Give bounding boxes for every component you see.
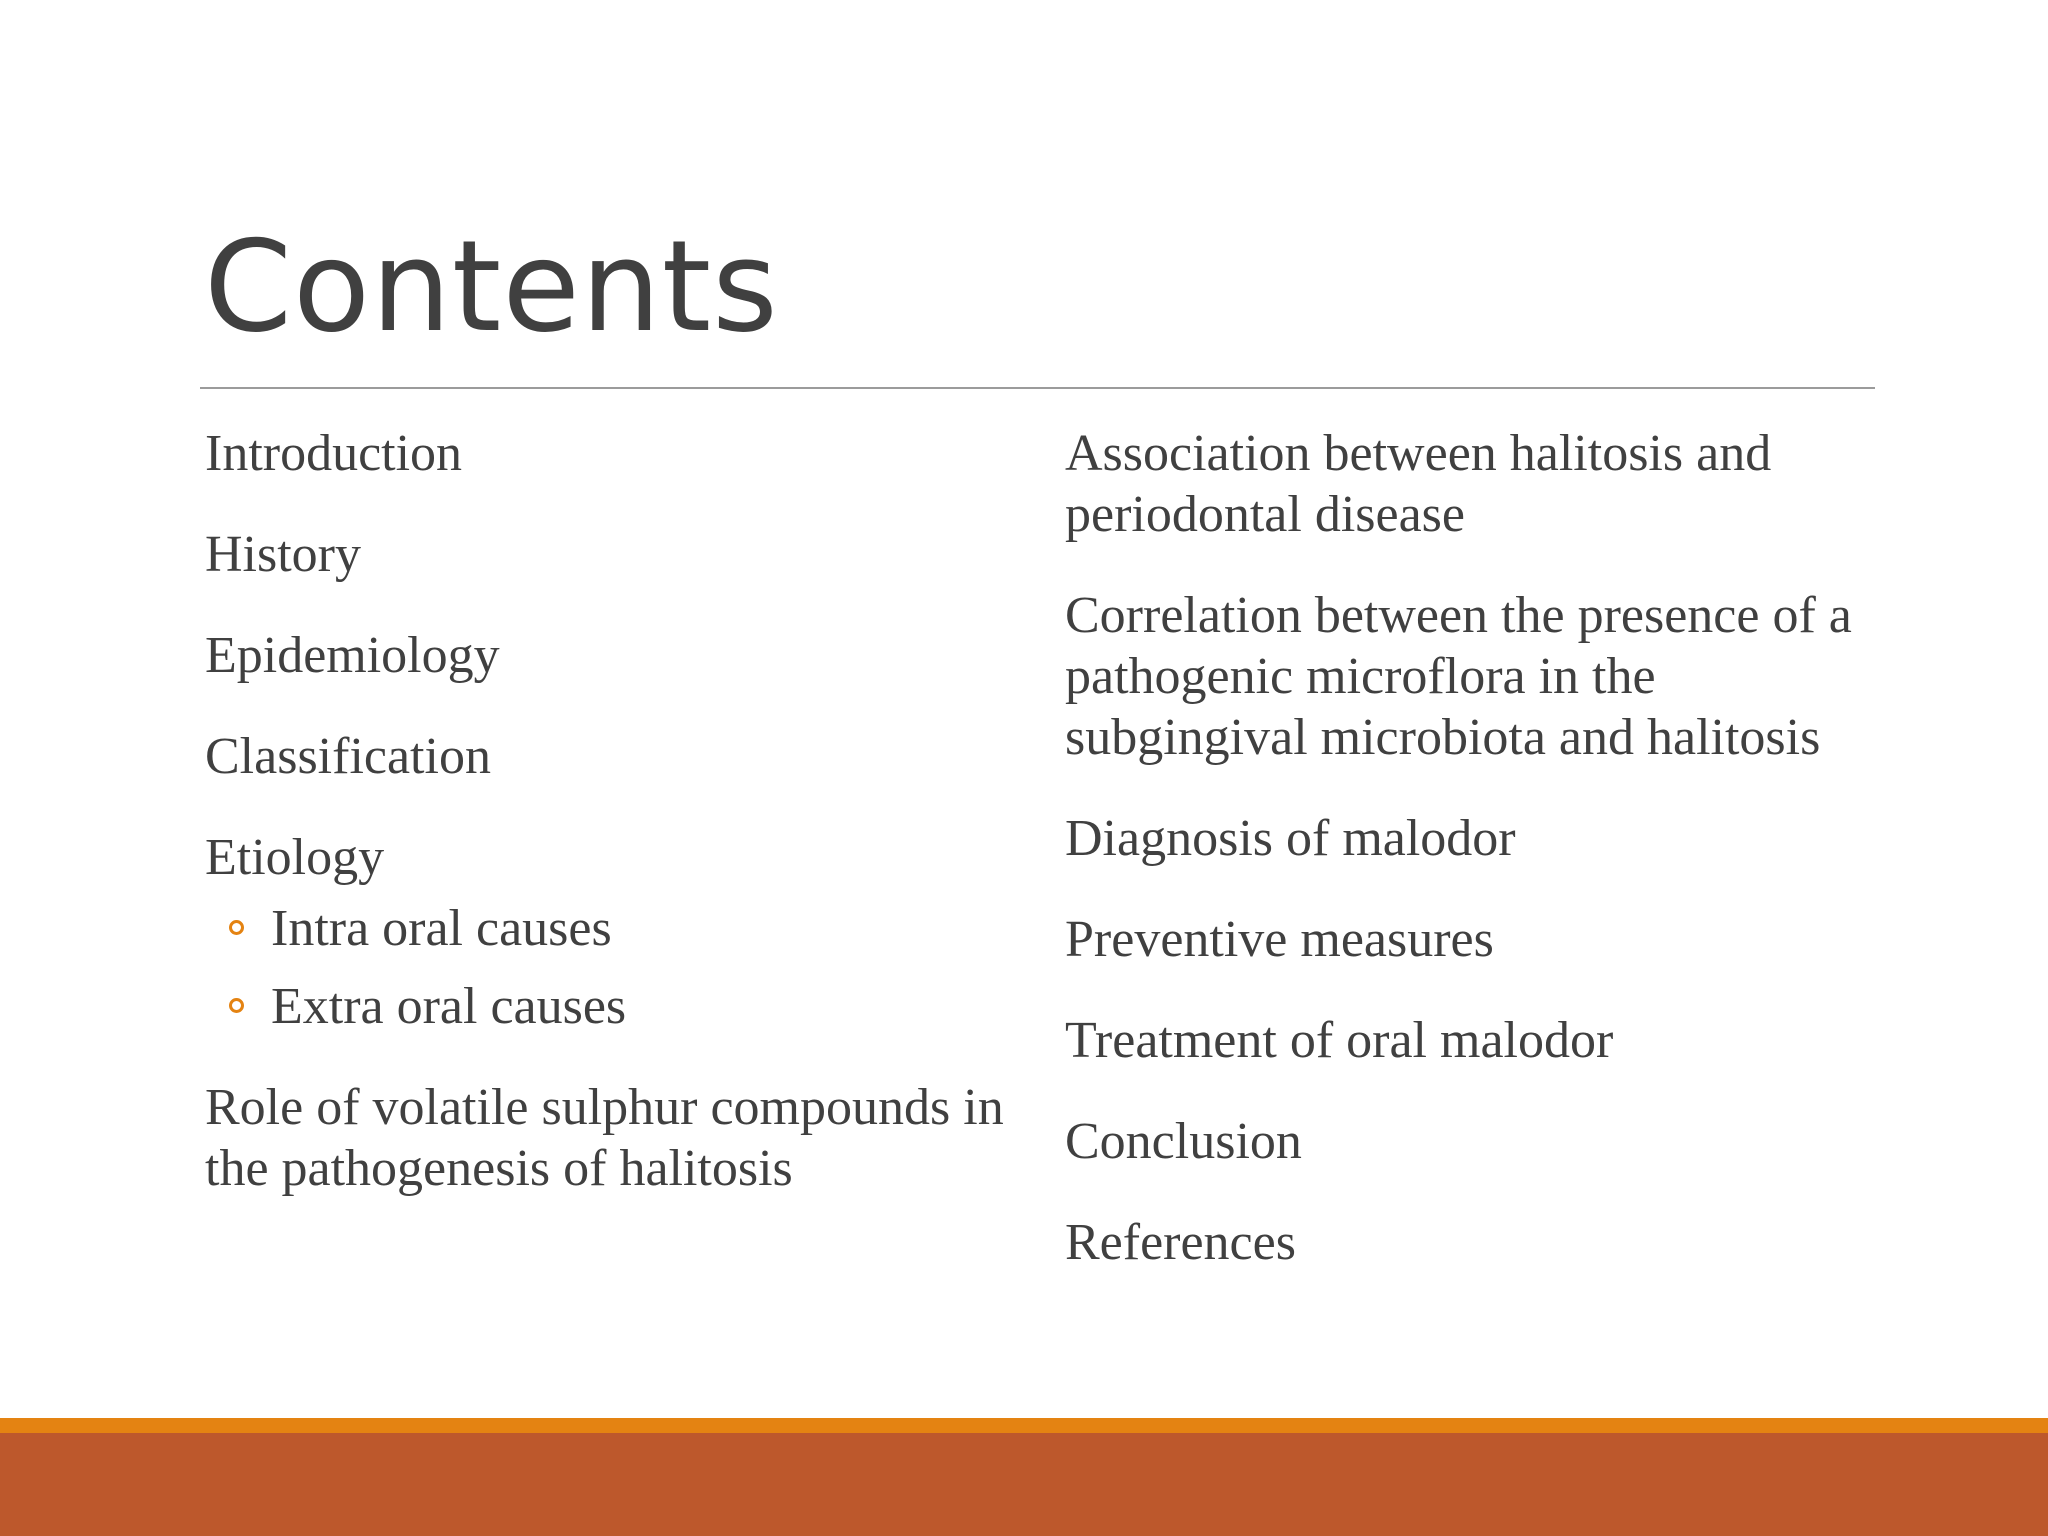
sub-item-intra-oral [205,898,1005,959]
etiology-sub-list [205,898,1005,1037]
contents-item-references: References [1065,1214,1296,1271]
sub-item-extra-oral-label: Extra oral causes [271,978,627,1035]
sub-item-extra-oral [205,976,1005,1037]
contents-item-epidemiology: Epidemiology [205,627,500,684]
hollow-circle-icon [229,998,244,1013]
contents-item-vsc-role: Role of volatile sulphur compounds in the pathogenesis of halitosis [205,1079,1004,1197]
contents-item-classification: Classification [205,728,491,785]
slide-title: Contents [204,213,779,360]
contents-item-etiology [205,827,1005,1037]
contents-item-treatment: Treatment of oral malodor [1065,1012,1614,1069]
contents-item-correlation: Correlation between the presence of a pathogenic microflora in the subgingival microbiota and halitosis [1065,587,1852,766]
contents-item-association: Association between halitosis and periodontal disease [1065,425,1772,543]
contents-item-etiology-label: Etiology [205,829,385,886]
contents-item-preventive: Preventive measures [1065,911,1494,968]
contents-right-column [1065,423,1875,1313]
contents-left-column [205,423,1005,1239]
footer-accent-stripe [0,1418,2048,1433]
contents-item-diagnosis: Diagnosis of malodor [1065,810,1516,867]
title-divider [200,387,1875,389]
sub-item-intra-oral-label: Intra oral causes [271,900,612,957]
contents-item-history: History [205,526,361,583]
hollow-circle-icon [229,920,244,935]
contents-item-introduction: Introduction [205,425,463,482]
contents-item-conclusion: Conclusion [1065,1113,1302,1170]
footer-band [0,1433,2048,1536]
